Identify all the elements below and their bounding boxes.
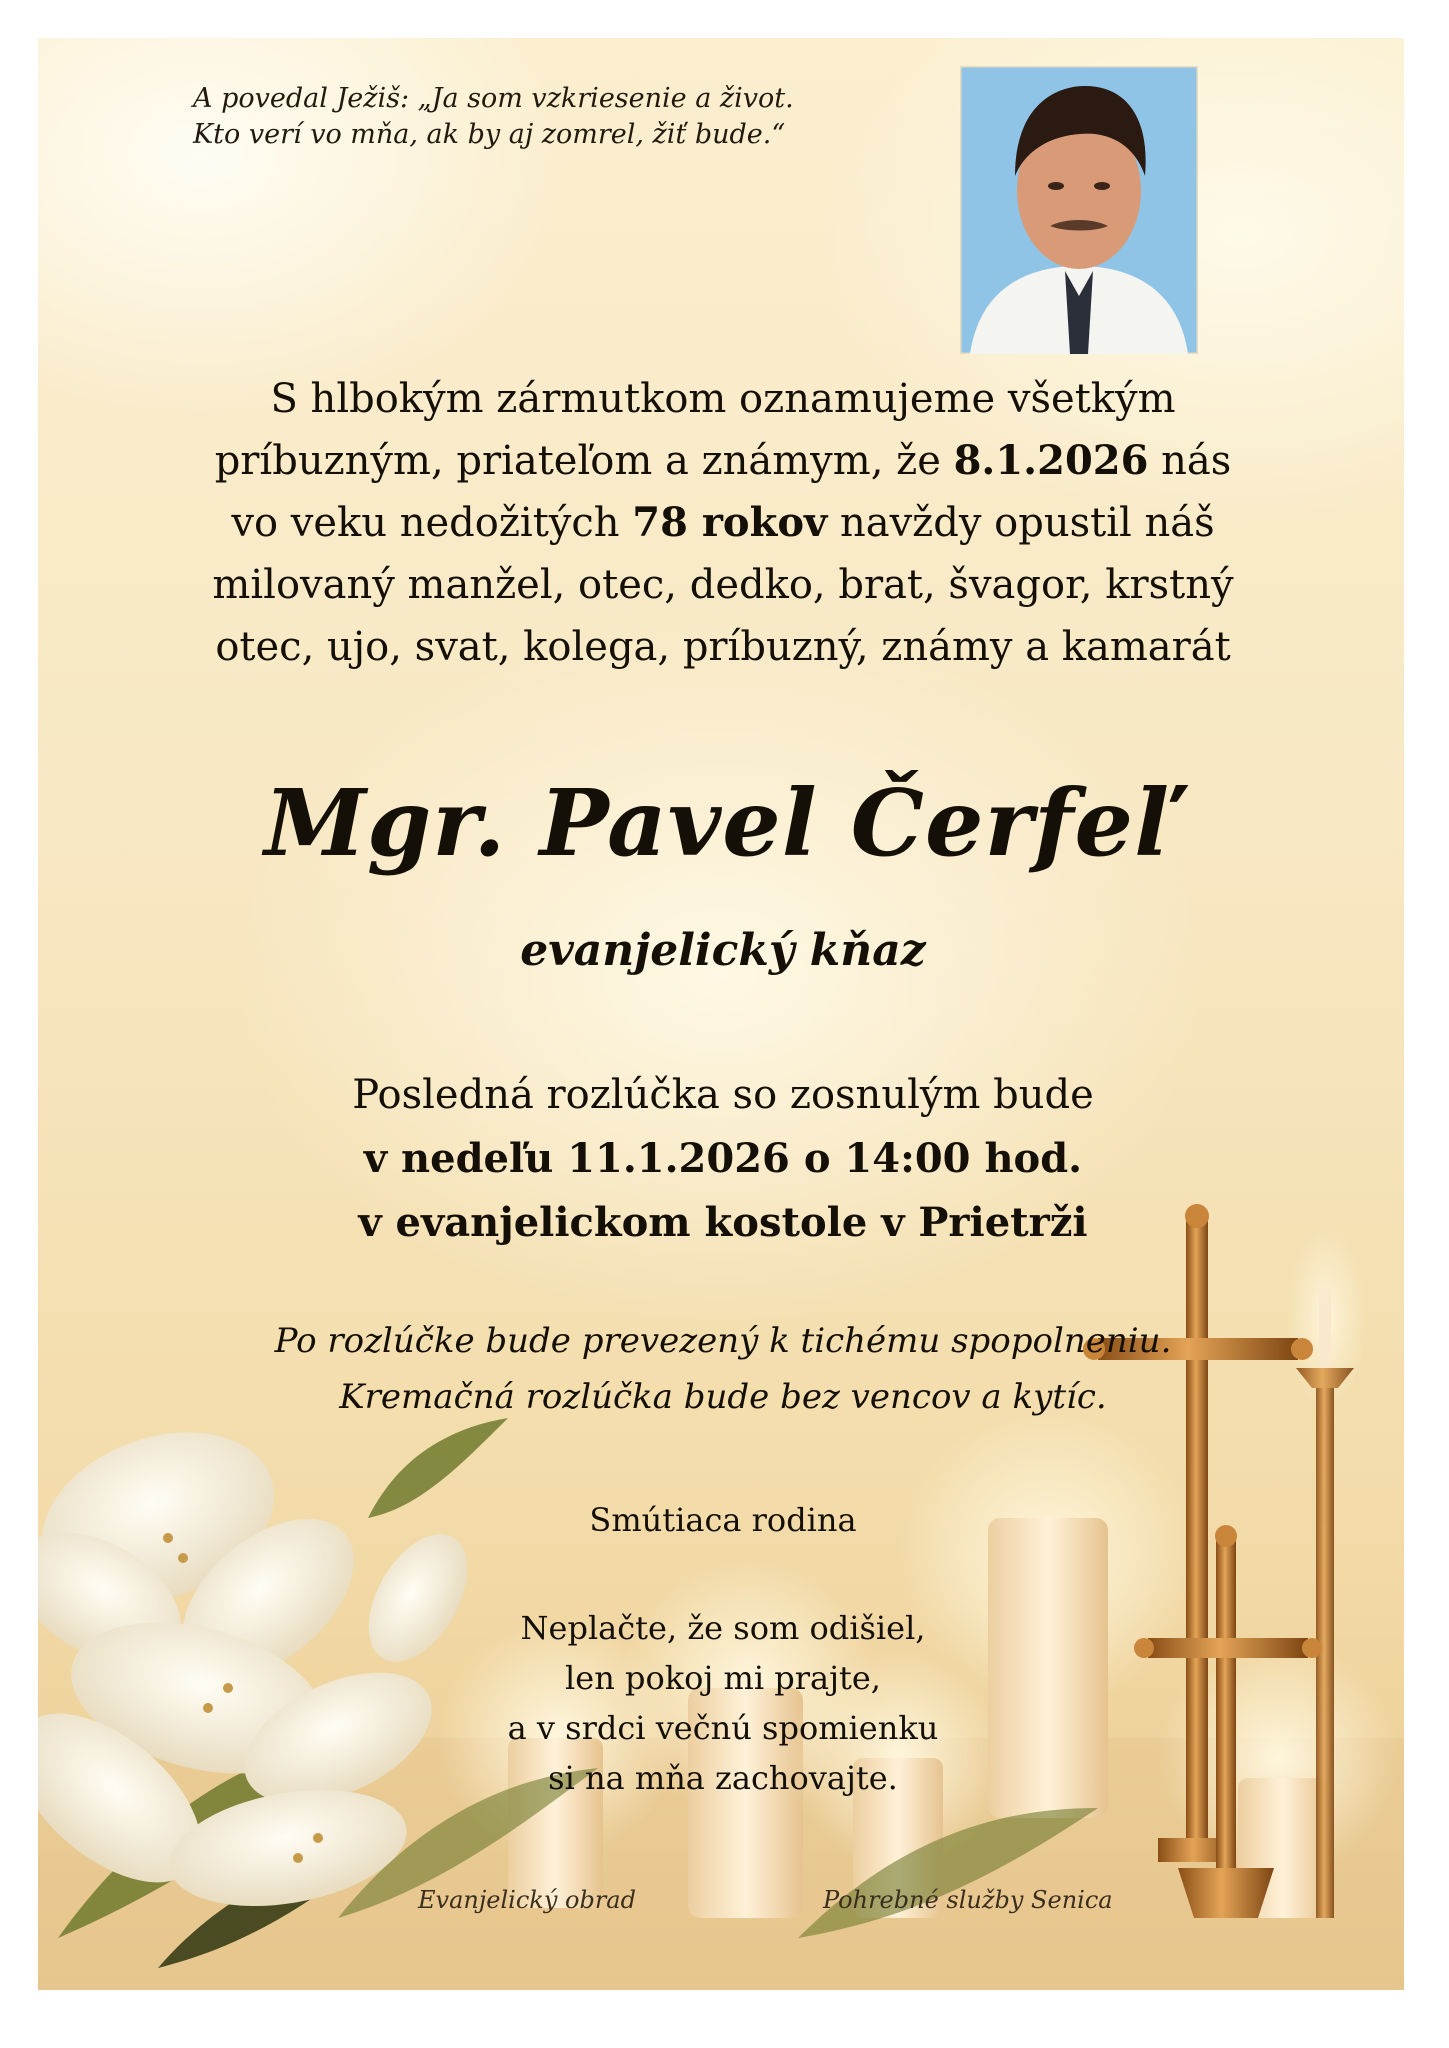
poem-line-3: a v srdci večnú spomienku bbox=[507, 1709, 939, 1747]
intro-line-3-b: navždy opustil náš bbox=[827, 500, 1215, 546]
poem-line-4: si na mňa zachovajte. bbox=[548, 1759, 898, 1797]
intro-line-4: milovaný manžel, otec, dedko, brat, švagor, krstný bbox=[212, 562, 1234, 608]
farewell-datetime: v nedeľu 11.1.2026 o 14:00 hod. bbox=[363, 1135, 1083, 1182]
farewell-line-1: Posledná rozlúčka so zosnulým bude bbox=[352, 1072, 1094, 1118]
portrait-photo bbox=[960, 66, 1198, 354]
intro-line-5: otec, ujo, svat, kolega, príbuzný, známy a kamarát bbox=[215, 624, 1231, 670]
poem-line-1: Neplačte, že som odišiel, bbox=[520, 1609, 926, 1647]
intro-line-3-a: vo veku nedožitých bbox=[231, 500, 633, 546]
footer-ceremony: Evanjelický obrad bbox=[418, 1886, 636, 1914]
age: 78 rokov bbox=[632, 499, 828, 546]
quote-line-1: A povedal Ježiš: „Ja som vzkriesenie a život. bbox=[193, 83, 794, 114]
memorial-poem bbox=[78, 1603, 1368, 1803]
intro-line-2-b: nás bbox=[1148, 438, 1232, 484]
quote-line-2: Kto verí vo mňa, ak by aj zomrel, žiť bude.“ bbox=[193, 119, 786, 150]
bible-quote bbox=[193, 81, 893, 153]
note-line-2: Kremačná rozlúčka bude bez vencov a kytíc. bbox=[339, 1377, 1107, 1417]
intro-line-2 bbox=[78, 430, 1368, 492]
deceased-name: Mgr. Pavel Čerfeľ bbox=[264, 769, 1182, 877]
footer-funeral-service: Pohrebné služby Senica bbox=[823, 1886, 1113, 1914]
deceased-role: evanjelický kňaz bbox=[520, 925, 926, 976]
death-date: 8.1.2026 bbox=[953, 437, 1149, 484]
farewell-location: v evanjelickom kostole v Prietrži bbox=[358, 1199, 1088, 1246]
family-signature: Smútiaca rodina bbox=[589, 1501, 857, 1539]
cremation-note bbox=[78, 1313, 1368, 1425]
announcement-text bbox=[78, 368, 1368, 678]
note-line-1: Po rozlúčke bude prevezený k tichému spopolneniu. bbox=[274, 1321, 1172, 1361]
intro-line-2-a: príbuzným, priateľom a známym, že bbox=[214, 438, 954, 484]
farewell-info bbox=[78, 1063, 1368, 1255]
obituary-sheet bbox=[38, 38, 1404, 1990]
poem-line-2: len pokoj mi prajte, bbox=[565, 1659, 881, 1697]
intro-line-1: S hlbokým zármutkom oznamujeme všetkým bbox=[270, 376, 1176, 422]
intro-line-3 bbox=[78, 492, 1368, 554]
